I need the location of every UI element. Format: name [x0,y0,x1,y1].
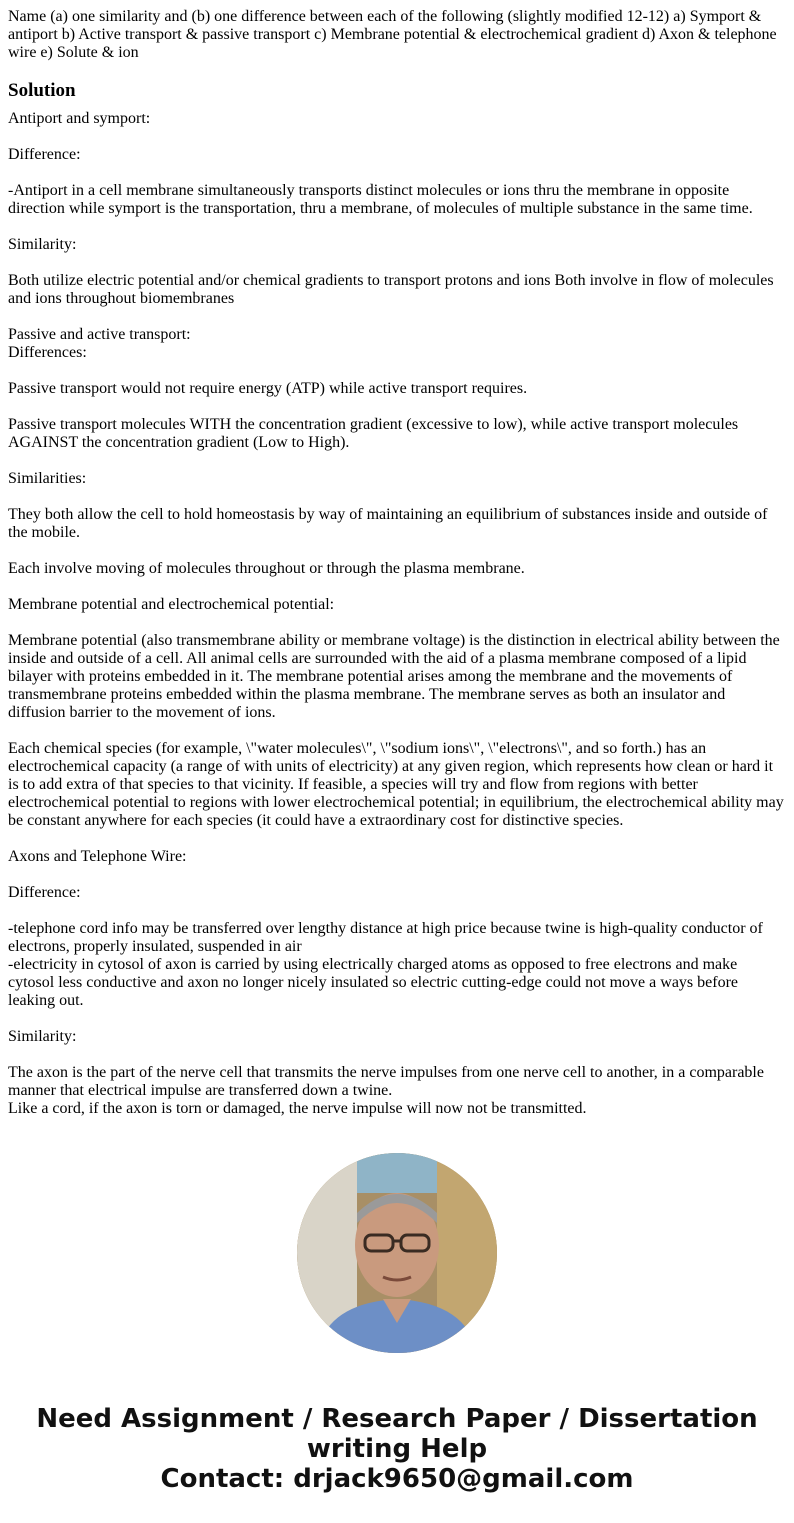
antiport-difference-text: -Antiport in a cell membrane simultaneously transports distinct molecules or ions thru the membrane in opposite direction while symport is the transportation, thru a membrane, of molecules of multiple substance in the same time. [8,182,753,217]
passive-similarity-1: They both allow the cell to hold homeostasis by way of maintaining an equilibrium of substances inside and outside of the mobile. [8,506,768,541]
document-body [8,8,786,1122]
axon-difference-label: Difference: [8,884,81,901]
promo-line-1: Need Assignment / Research Paper / Dissertation [36,1404,758,1434]
membrane-text-1: Membrane potential (also transmembrane ability or membrane voltage) is the distinction in electrical ability between the inside and outside of a cell. All animal cells are surrounded with the aid of a plasma membrane composed of a lipid bilayer with proteins embedded in it. The membrane potential arises among the membrane and the movements of transmembrane proteins embedded within the plasma membrane. The membrane serves as both an insulator and diffusion barrier to the movement of ions. [8,632,780,721]
axon-similarity-1: The axon is the part of the nerve cell that transmits the nerve impulses from one nerve cell to another, in a comparable manner that electrical impulse are transferred down a twine. [8,1064,764,1099]
question-text: Name (a) one similarity and (b) one difference between each of the following (slightly modified 12-12) a) Symport & antiport b) Active transport & passive transport c) Membrane potential & electrochemical gradient d) Axon & telephone wire e) Solute & ion [8,8,777,61]
passive-difference-1: Passive transport would not require energy (ATP) while active transport requires. [8,380,528,397]
person-portrait-icon [297,1153,497,1353]
antiport-similarity-text: Both utilize electric potential and/or chemical gradients to transport protons and ions Both involve in flow of molecules and ions throughout biomembranes [8,272,774,307]
promo-line-2: writing Help [306,1434,488,1464]
axon-similarity-2: Like a cord, if the axon is torn or damaged, the nerve impulse will now not be transmitted. [8,1100,587,1117]
solution-heading: Solution [8,80,76,101]
avatar [297,1153,497,1353]
axon-title: Axons and Telephone Wire: [8,848,187,865]
passive-title: Passive and active transport: [8,326,191,343]
axon-similarity-label: Similarity: [8,1028,77,1045]
antiport-title: Antiport and symport: [8,110,151,127]
promo-banner [0,1404,794,1494]
passive-similarity-2: Each involve moving of molecules throughout or through the plasma membrane. [8,560,525,577]
antiport-difference-label: Difference: [8,146,81,163]
passive-difference-2: Passive transport molecules WITH the concentration gradient (excessive to low), while active transport molecules AGAINST the concentration gradient (Low to High). [8,416,739,451]
antiport-similarity-label: Similarity: [8,236,77,253]
passive-similarities-label: Similarities: [8,470,87,487]
axon-difference-2: -electricity in cytosol of axon is carried by using electrically charged atoms as opposed to free electrons and make cytosol less conductive and axon no longer nicely insulated so electric cutting-edge could not move a ways before leaking out. [8,956,738,1009]
passive-differences-label: Differences: [8,344,87,361]
membrane-title: Membrane potential and electrochemical potential: [8,596,335,613]
promo-contact: Contact: drjack9650@gmail.com [160,1464,634,1494]
axon-difference-1: -telephone cord info may be transferred over lengthy distance at high price because twine is high-quality conductor of electrons, properly insulated, suspended in air [8,920,763,955]
membrane-text-2: Each chemical species (for example, \"water molecules\", \"sodium ions\", \"electrons\", and so forth.) has an electrochemical capacity (a range of with units of electricity) at any given region, which represents how clean or hard it is to add extra of that species to that vicinity. If feasible, a species will try and flow from regions with better electrochemical potential to regions with lower electrochemical potential; in equilibrium, the electrochemical ability may be constant anywhere for each species (it could have a extraordinary cost for distinctive species. [8,740,784,829]
